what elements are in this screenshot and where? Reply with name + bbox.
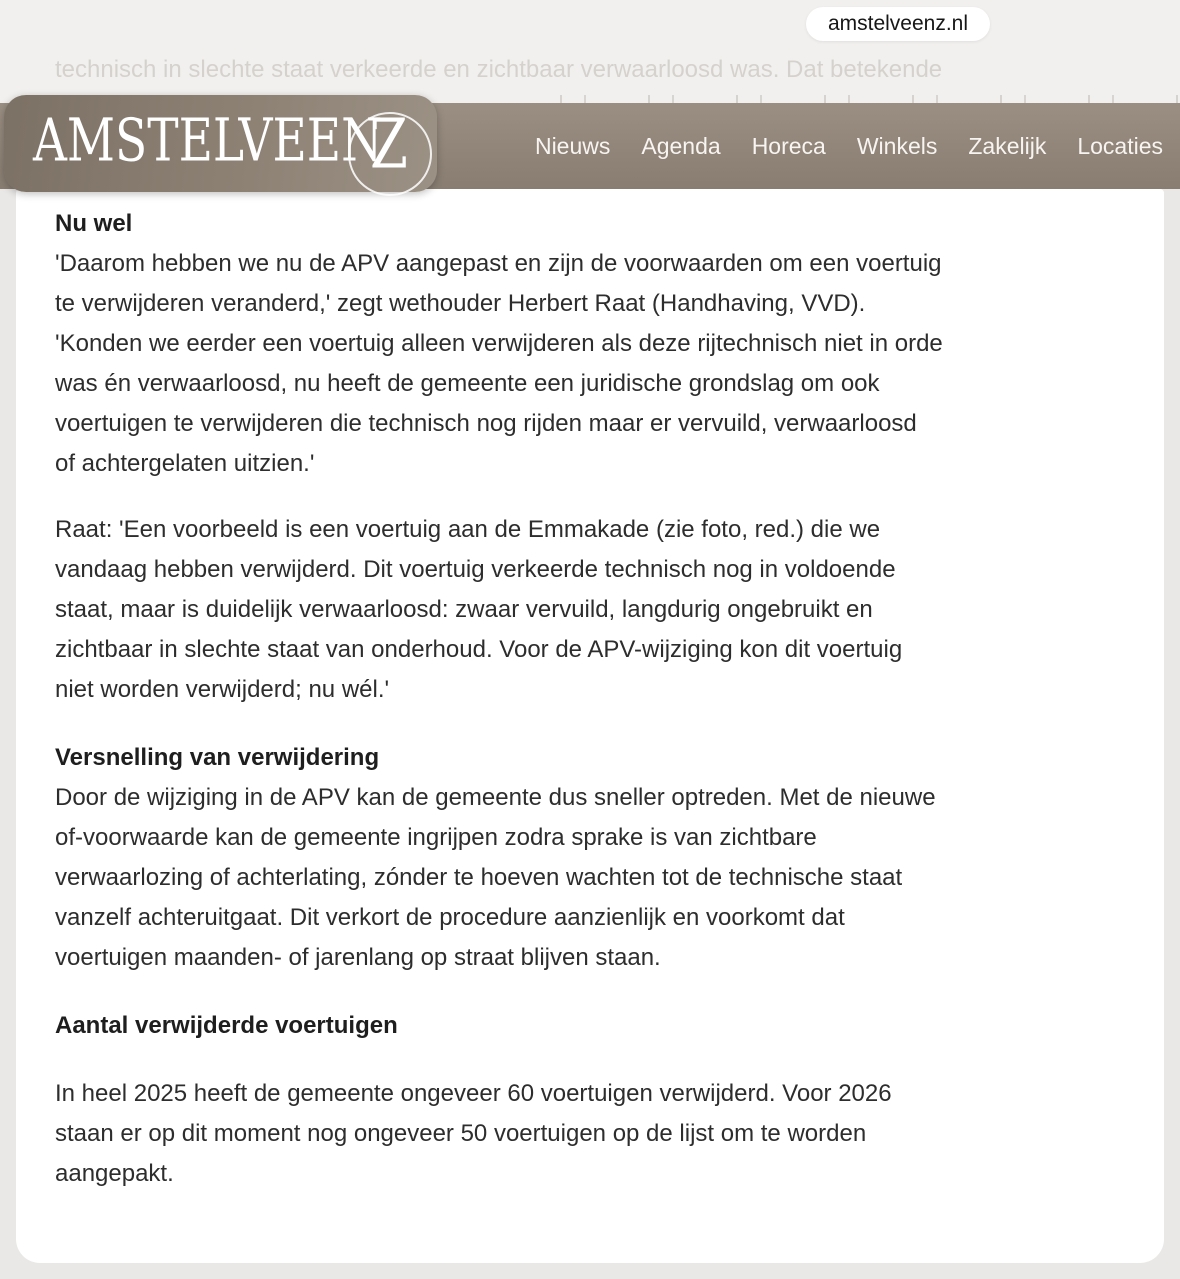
paragraph [55, 778, 1138, 978]
section-heading-nu-wel: Nu wel [55, 210, 133, 237]
text-line: Raat: 'Een voorbeeld is een voertuig aan de Emmakade (zie foto, red.) die we [55, 516, 881, 543]
text-line: vanzelf achteruitgaat. Dit verkort de procedure aanzienlijk en voorkomt dat [55, 904, 845, 931]
text-line: aangepakt. [55, 1160, 174, 1187]
article-card [16, 189, 1164, 1263]
text-line: In heel 2025 heeft de gemeente ongeveer 60 voertuigen verwijderd. Voor 2026 [55, 1080, 892, 1107]
nav-item-zakelijk[interactable]: Zakelijk [968, 132, 1047, 159]
text-line: zichtbaar in slechte staat van onderhoud. Voor de APV-wijziging kon dit voertuig [55, 636, 903, 663]
logo-z-glyph: Z [370, 103, 408, 184]
faded-scrolled-text-clipped [560, 95, 1180, 103]
text-line: of-voorwaarde kan de gemeente ingrijpen zodra sprake is van zichtbare [55, 824, 817, 851]
article-body [55, 195, 1138, 1194]
text-line: voertuigen maanden- of jarenlang op straat blijven staan. [55, 944, 661, 971]
paragraph [55, 1074, 1138, 1194]
text-line: niet worden verwijderd; nu wél.' [55, 676, 390, 703]
nav-item-winkels[interactable]: Winkels [856, 132, 938, 159]
text-line: was én verwaarloosd, nu heeft de gemeente een juridische grondslag om ook [55, 370, 880, 397]
url-text: amstelveenz.nl [827, 12, 969, 35]
text-line: vandaag hebben verwijderd. Dit voertuig verkeerde technisch nog in voldoende [55, 556, 896, 583]
site-logo-wordmark: AMSTELVEENZ [33, 103, 408, 184]
section-heading-versnelling: Versnelling van verwijdering [55, 744, 380, 771]
text-line: staat, maar is duidelijk verwaarloosd: zwaar vervuild, langdurig ongebruikt en [55, 596, 873, 623]
text-line: te verwijderen veranderd,' zegt wethouder Herbert Raat (Handhaving, VVD). [55, 290, 866, 317]
text-line: 'Konden we eerder een voertuig alleen verwijderen als deze rijtechnisch niet in orde [55, 330, 943, 357]
nav-menu [535, 103, 1163, 189]
nav-item-horeca[interactable]: Horeca [751, 132, 826, 159]
site-logo[interactable] [4, 95, 437, 192]
text-line: voertuigen te verwijderen die technisch nog rijden maar er vervuild, verwaarloosd [55, 410, 917, 437]
text-line: staan er op dit moment nog ongeveer 50 voertuigen op de lijst om te worden [55, 1120, 867, 1147]
nav-item-nieuws[interactable]: Nieuws [534, 132, 611, 159]
paragraph [55, 244, 1138, 484]
nav-item-locaties[interactable]: Locaties [1077, 132, 1163, 159]
section-heading-aantal: Aantal verwijderde voertuigen [55, 1012, 398, 1039]
paragraph [55, 510, 1138, 710]
url-pill[interactable] [806, 7, 990, 41]
text-line: verwaarlozing of achterlating, zónder te hoeven wachten tot de technische staat [55, 864, 903, 891]
faded-scrolled-text: technisch in slechte staat verkeerde en zichtbaar verwaarloosd was. Dat betekende [55, 56, 943, 83]
browser-top-area [0, 0, 1180, 103]
text-line: of achtergelaten uitzien.' [55, 450, 315, 477]
text-line: Door de wijziging in de APV kan de gemeente dus sneller optreden. Met de nieuwe [55, 784, 936, 811]
nav-item-agenda[interactable]: Agenda [641, 132, 721, 159]
text-line: 'Daarom hebben we nu de APV aangepast en zijn de voorwaarden om een voertuig [55, 250, 942, 277]
